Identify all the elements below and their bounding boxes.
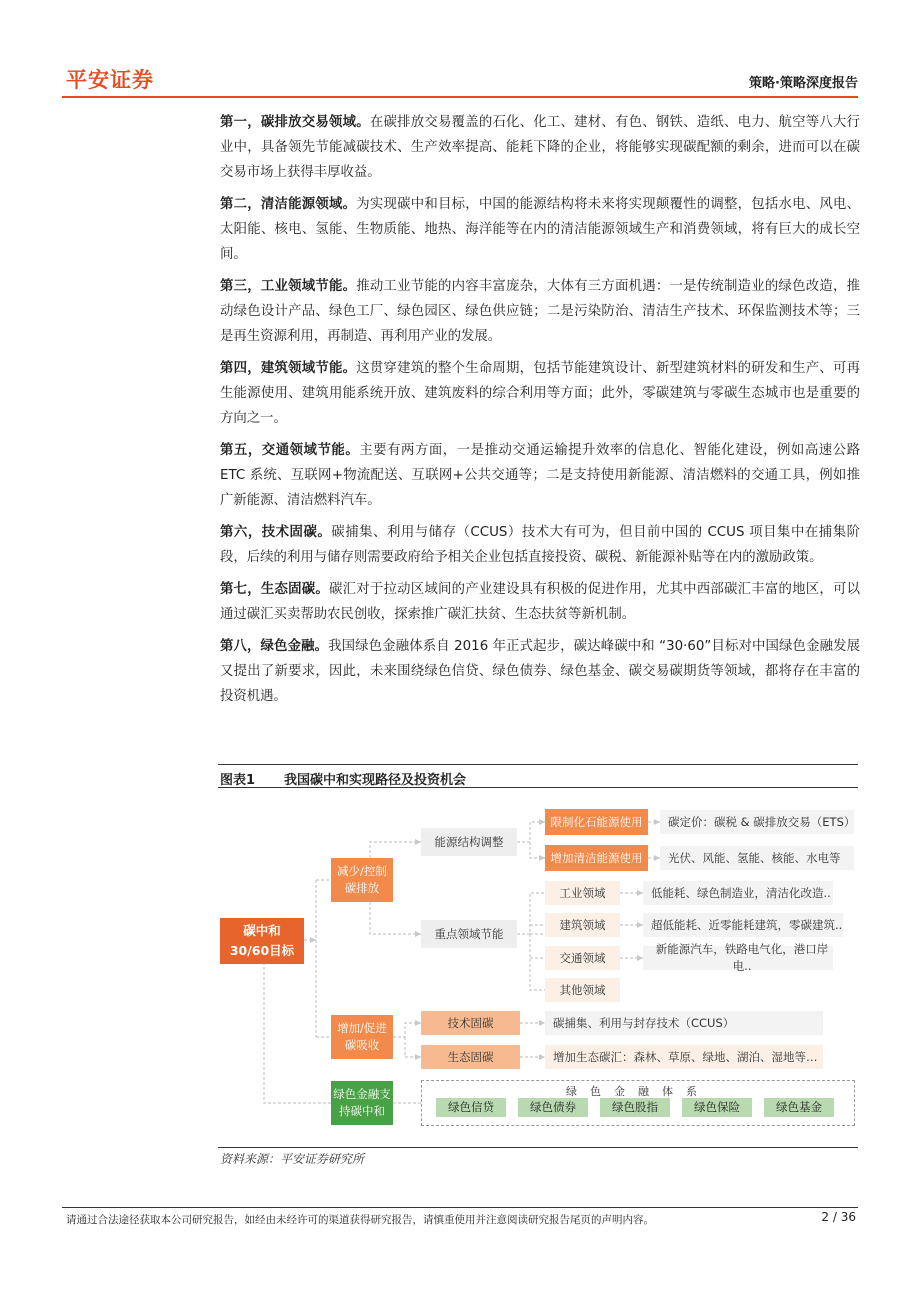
green-line-1: 绿色金融支 xyxy=(333,1087,391,1101)
clean-energy-desc: 光伏、风能、氢能、核能、水电等 xyxy=(660,846,854,870)
ccus-desc: 碳捕集、利用与封存技术（CCUS） xyxy=(545,1011,823,1035)
root-line-2: 30/60目标 xyxy=(229,943,295,958)
tech-sink-box: 技术固碳 xyxy=(421,1011,520,1035)
figure-bottom-divider xyxy=(218,1147,858,1148)
paragraph-lead: 第六，技术固碳。 xyxy=(220,525,332,540)
building-desc: 超低能耗、近零能耗建筑，零碳建筑.. xyxy=(643,913,843,937)
paragraph-text: 主要有两方面，一是推动交通运输提升效率的信息化、智能化建设，例如高速公路 ETC 系统、互联网+物流配送、互联网+公共交通等；二是支持使用新能源、清洁燃料的交通工具，例如推广新能源、清洁燃料汽车。 xyxy=(220,443,861,508)
finance-item-credit: 绿色信贷 xyxy=(436,1098,506,1117)
finance-item-fund: 绿色基金 xyxy=(764,1098,834,1117)
footer-disclaimer: 请通过合法途径获取本公司研究报告，如经由未经许可的渠道获得研究报告，请慎重使用并注意阅读研究报告尾页的声明内容。 xyxy=(66,1214,654,1226)
paragraph-text: 我国绿色金融体系自 2016 年正式起步，碳达峰碳中和 “30·60”目标对中国绿色金融发展又提出了新要求，因此，未来围绕绿色信贷、绿色债券、绿色基金、碳交易碳期货等领域，都将存在丰富的投资机遇。 xyxy=(220,639,861,704)
reduce-line-1: 减少/控制 xyxy=(337,864,387,878)
paragraph-text: 在碳排放交易覆盖的石化、化工、建材、有色、钢铁、造纸、电力、航空等八大行业中，具备领先节能减碳技术、生产效率提高、能耗下降的企业，将能够实现碳配额的剩余，进而可以在碳交易市场上获得丰厚收益。 xyxy=(220,115,860,180)
main-content xyxy=(220,110,860,716)
reduce-emission-box xyxy=(331,858,393,902)
paragraph-7 xyxy=(220,577,860,627)
paragraph-2 xyxy=(220,192,860,267)
building-box: 建筑领域 xyxy=(545,913,620,937)
footer-divider xyxy=(62,1207,858,1208)
green-finance-title: 绿色金融体系 xyxy=(566,1085,710,1098)
transport-box: 交通领域 xyxy=(545,946,620,970)
brand-logo: 平安证券 xyxy=(66,68,154,92)
paragraph-8 xyxy=(220,634,860,709)
increase-line-2: 碳吸收 xyxy=(344,1038,380,1052)
header-divider xyxy=(62,96,858,98)
energy-structure-box: 能源结构调整 xyxy=(421,828,517,856)
figure-source: 资料来源：平安证券研究所 xyxy=(220,1152,365,1166)
transport-desc: 新能源汽车，铁路电气化，港口岸电.. xyxy=(643,946,833,970)
finance-item-insurance: 绿色保险 xyxy=(682,1098,752,1117)
paragraph-text: 推动工业节能的内容丰富庞杂，大体有三方面机遇：一是传统制造业的绿色改造，推动绿色设计产品、绿色工厂、绿色园区、绿色供应链；二是污染防治、清洁生产技术、环保监测技术等；三是再生资源利用，再制造、再利用产业的发展。 xyxy=(220,279,860,344)
paragraph-text: 碳汇对于拉动区域间的产业建设具有积极的促进作用，尤其中西部碳汇丰富的地区，可以通过碳汇买卖帮助农民创收，探索推广碳汇扶贫、生态扶贫等新机制。 xyxy=(220,582,861,622)
key-sectors-box: 重点领域节能 xyxy=(421,920,517,948)
increase-absorption-box xyxy=(331,1015,393,1059)
increase-clean-box: 增加清洁能源使用 xyxy=(545,845,648,871)
report-category: 策略·策略深度报告 xyxy=(749,76,858,91)
page-number: 2 / 36 xyxy=(821,1210,856,1224)
increase-line-1: 增加/促进 xyxy=(337,1021,387,1035)
paragraph-lead: 第五，交通领域节能。 xyxy=(220,443,360,458)
eco-sink-desc: 增加生态碳汇：森林、草原、绿地、湖泊、湿地等… xyxy=(545,1045,823,1069)
industry-box: 工业领域 xyxy=(545,881,620,905)
other-sector-box: 其他领域 xyxy=(545,978,620,1002)
paragraph-text: 碳捕集、利用与储存（CCUS）技术大有可为，但目前中国的 CCUS 项目集中在捕集阶段，后续的利用与储存则需要政府给予相关企业包括直接投资、碳税、新能源补贴等在内的激励政策。 xyxy=(220,525,861,565)
figure-title: 我国碳中和实现路径及投资机会 xyxy=(284,773,467,788)
paragraph-lead: 第七，生态固碳。 xyxy=(220,582,329,597)
limit-fossil-box: 限制化石能源使用 xyxy=(545,809,648,835)
paragraph-lead: 第三，工业领域节能。 xyxy=(220,279,357,294)
figure-title-bar xyxy=(218,764,858,788)
paragraph-lead: 第四，建筑领域节能。 xyxy=(220,361,357,376)
carbon-pricing-desc: 碳定价：碳税 & 碳排放交易（ETS） xyxy=(660,810,854,834)
paragraph-text: 这贯穿建筑的整个生命周期，包括节能建筑设计、新型建筑材料的研发和生产、可再生能源使用、建筑用能系统开放、建筑废料的综合利用等方面；此外，零碳建筑与零碳生态城市也是重要的方向之一。 xyxy=(220,361,860,426)
industry-desc: 低能耗、绿色制造业，清洁化改造.. xyxy=(643,881,833,905)
finance-item-index: 绿色股指 xyxy=(600,1098,670,1117)
root-line-1: 碳中和 xyxy=(243,923,281,938)
finance-item-bond: 绿色债券 xyxy=(518,1098,588,1117)
reduce-line-2: 碳排放 xyxy=(344,881,380,895)
paragraph-4 xyxy=(220,356,860,431)
paragraph-6 xyxy=(220,520,860,570)
paragraph-text: 为实现碳中和目标，中国的能源结构将未来将实现颠覆性的调整，包括水电、风电、太阳能、核电、氢能、生物质能、地热、海洋能等在内的清洁能源领域生产和消费领域，将有巨大的成长空间。 xyxy=(220,197,860,262)
paragraph-lead: 第八，绿色金融。 xyxy=(220,639,329,654)
green-line-2: 持碳中和 xyxy=(339,1104,385,1118)
paragraph-lead: 第二，清洁能源领域。 xyxy=(220,197,357,212)
paragraph-1 xyxy=(220,110,860,185)
root-carbon-neutral-box xyxy=(220,918,304,964)
paragraph-3 xyxy=(220,274,860,349)
green-finance-box xyxy=(331,1081,393,1125)
paragraph-lead: 第一，碳排放交易领域。 xyxy=(220,115,370,130)
figure-number: 图表1 xyxy=(220,773,256,788)
paragraph-5 xyxy=(220,438,860,513)
eco-sink-box: 生态固碳 xyxy=(421,1045,520,1069)
